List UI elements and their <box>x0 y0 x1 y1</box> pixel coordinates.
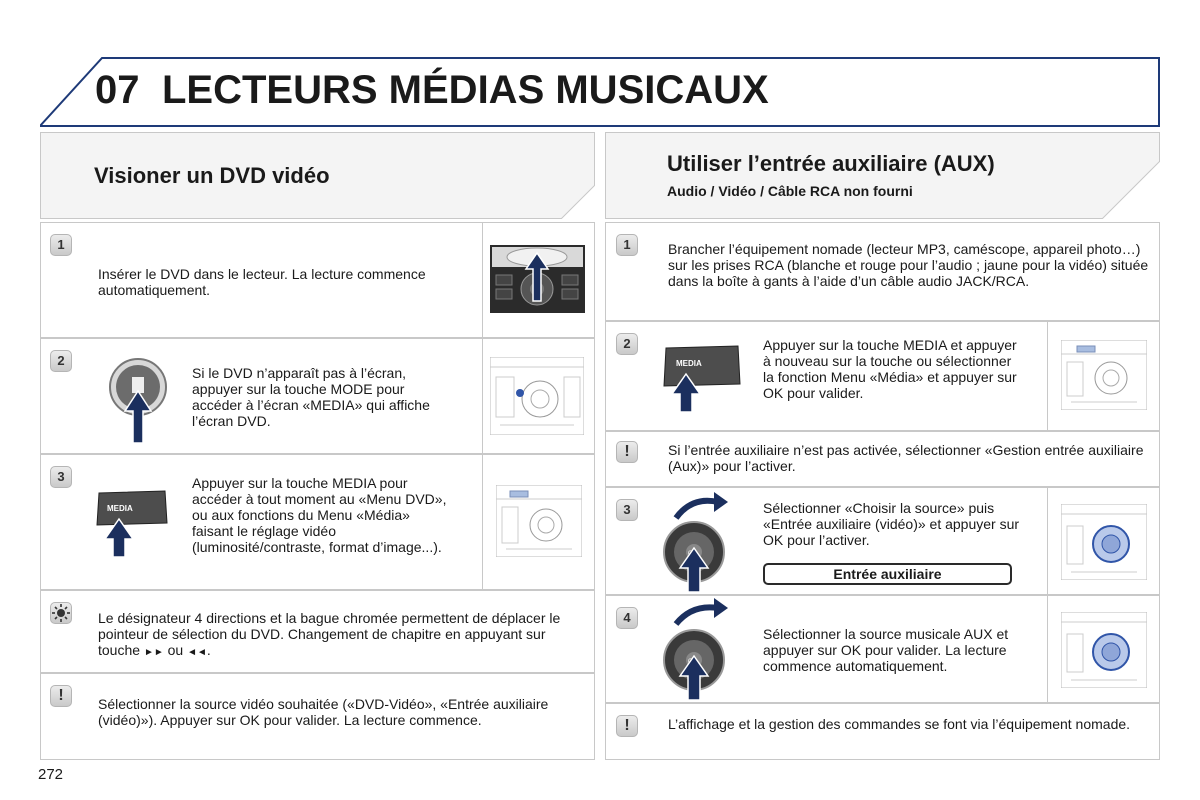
curved-arrow-icon <box>676 607 718 624</box>
warning-text: Sélectionner la source vidéo souhaitée («DVD-Vidéo», «Entrée auxiliaire (vidéo)»). Appuyer sur OK pour valider. La lecture commence. <box>98 696 549 728</box>
right-step-1 <box>605 222 1160 321</box>
tip-text-start: Le désignateur 4 directions et la bague chromée permettent de déplacer le pointeur de sélection du DVD. Changement de chapitre en appuyant sur touche <box>98 610 561 658</box>
console-image <box>1061 612 1147 688</box>
dvd-player-illustration <box>482 223 595 337</box>
console-illustration <box>482 339 595 453</box>
right-section-subtitle: Audio / Vidéo / Câble RCA non fourni <box>667 183 913 199</box>
media-button-label: MEDIA <box>676 359 702 368</box>
step-badge: 2 <box>616 333 638 355</box>
exclamation-icon: ! <box>50 685 72 707</box>
step-text: Brancher l’équipement nomade (lecteur MP3, caméscope, appareil photo…) sur les prises RCA (blanche et rouge pour l’audio ; jaune pour la vidéo) située dans la boîte à gants à l’aide d’un câble audio JACK/RCA. <box>668 241 1149 289</box>
left-warning <box>40 673 595 760</box>
media-button-illustration <box>662 344 742 414</box>
console-illustration <box>1047 596 1160 702</box>
exclamation-icon: ! <box>616 715 638 737</box>
note-text: L’affichage et la gestion des commandes se font via l’équipement nomade. <box>668 716 1131 732</box>
step-text: Appuyer sur la touche MEDIA et appuyer à nouveau sur la touche ou sélectionner la fonction Menu «Média» et appuyer sur OK pour valider. <box>763 337 1017 401</box>
media-button-label: MEDIA <box>107 504 133 513</box>
step-badge: 4 <box>616 607 638 629</box>
rewind-icon: ◄◄ <box>187 647 207 658</box>
corner-fold <box>561 185 595 219</box>
chapter-header <box>40 57 1160 127</box>
step-text: Insérer le DVD dans le lecteur. La lecture commence automatiquement. <box>98 266 426 298</box>
right-note-1 <box>605 431 1160 487</box>
console-illustration <box>1047 488 1160 594</box>
right-step-2 <box>605 321 1160 431</box>
curved-arrow-icon <box>676 501 718 518</box>
step-badge: 1 <box>616 234 638 256</box>
tip-text-end: . <box>206 642 211 658</box>
chapter-title: LECTEURS MÉDIAS MUSICAUX <box>162 68 769 112</box>
left-step-1 <box>40 222 595 338</box>
chapter-number: 07 <box>95 68 140 112</box>
left-section-title: Visioner un DVD vidéo <box>94 163 330 188</box>
dial-illustration <box>662 598 747 702</box>
mode-button-illustration <box>105 351 175 446</box>
left-tip <box>40 590 595 673</box>
console-illustration <box>482 455 595 589</box>
console-illustration <box>1047 322 1160 430</box>
aux-input-label: Entrée auxiliaire <box>763 563 1012 585</box>
step-badge: 3 <box>50 466 72 488</box>
step-badge: 2 <box>50 350 72 372</box>
step-text: Sélectionner «Choisir la source» puis «Entrée auxiliaire (vidéo)» et appuyer sur OK pour l’activer. <box>763 500 1020 548</box>
dial-illustration <box>662 490 747 594</box>
console-image <box>1061 340 1147 410</box>
right-note-2 <box>605 703 1160 760</box>
left-step-2 <box>40 338 595 454</box>
page-number: 272 <box>38 766 64 783</box>
console-image <box>490 357 584 435</box>
tip-text-or: ou <box>167 642 184 658</box>
console-image <box>496 485 582 557</box>
note-text: Si l’entrée auxiliaire n’est pas activée, sélectionner «Gestion entrée auxiliaire (Aux)» pour l’activer. <box>668 442 1144 474</box>
left-step-3 <box>40 454 595 590</box>
media-button-illustration <box>95 489 175 559</box>
console-image <box>1061 504 1147 580</box>
corner-fold <box>1102 161 1160 219</box>
right-section-title: Utiliser l’entrée auxiliaire (AUX) <box>667 151 995 176</box>
step-badge: 3 <box>616 499 638 521</box>
step-text: Sélectionner la source musicale AUX et appuyer sur OK pour valider. La lecture commence automatiquement. <box>763 626 1009 674</box>
step-text: Si le DVD n’apparaît pas à l’écran, appuyer sur la touche MODE pour accéder à l’écran «MEDIA» qui affiche l’écran DVD. <box>192 365 430 429</box>
exclamation-icon: ! <box>616 441 638 463</box>
dvd-insert-image <box>490 245 585 313</box>
sun-icon <box>50 602 72 624</box>
sun-icon-glyph <box>51 603 71 623</box>
tip-text <box>98 610 588 661</box>
step-badge: 1 <box>50 234 72 256</box>
step-text: Appuyer sur la touche MEDIA pour accéder à tout moment au «Menu DVD», ou aux fonctions du Menu «Média» faisant le réglage vidéo (luminosité/contraste, format d’image...). <box>192 475 447 555</box>
fast-forward-icon: ►► <box>143 647 164 658</box>
right-step-4 <box>605 595 1160 703</box>
